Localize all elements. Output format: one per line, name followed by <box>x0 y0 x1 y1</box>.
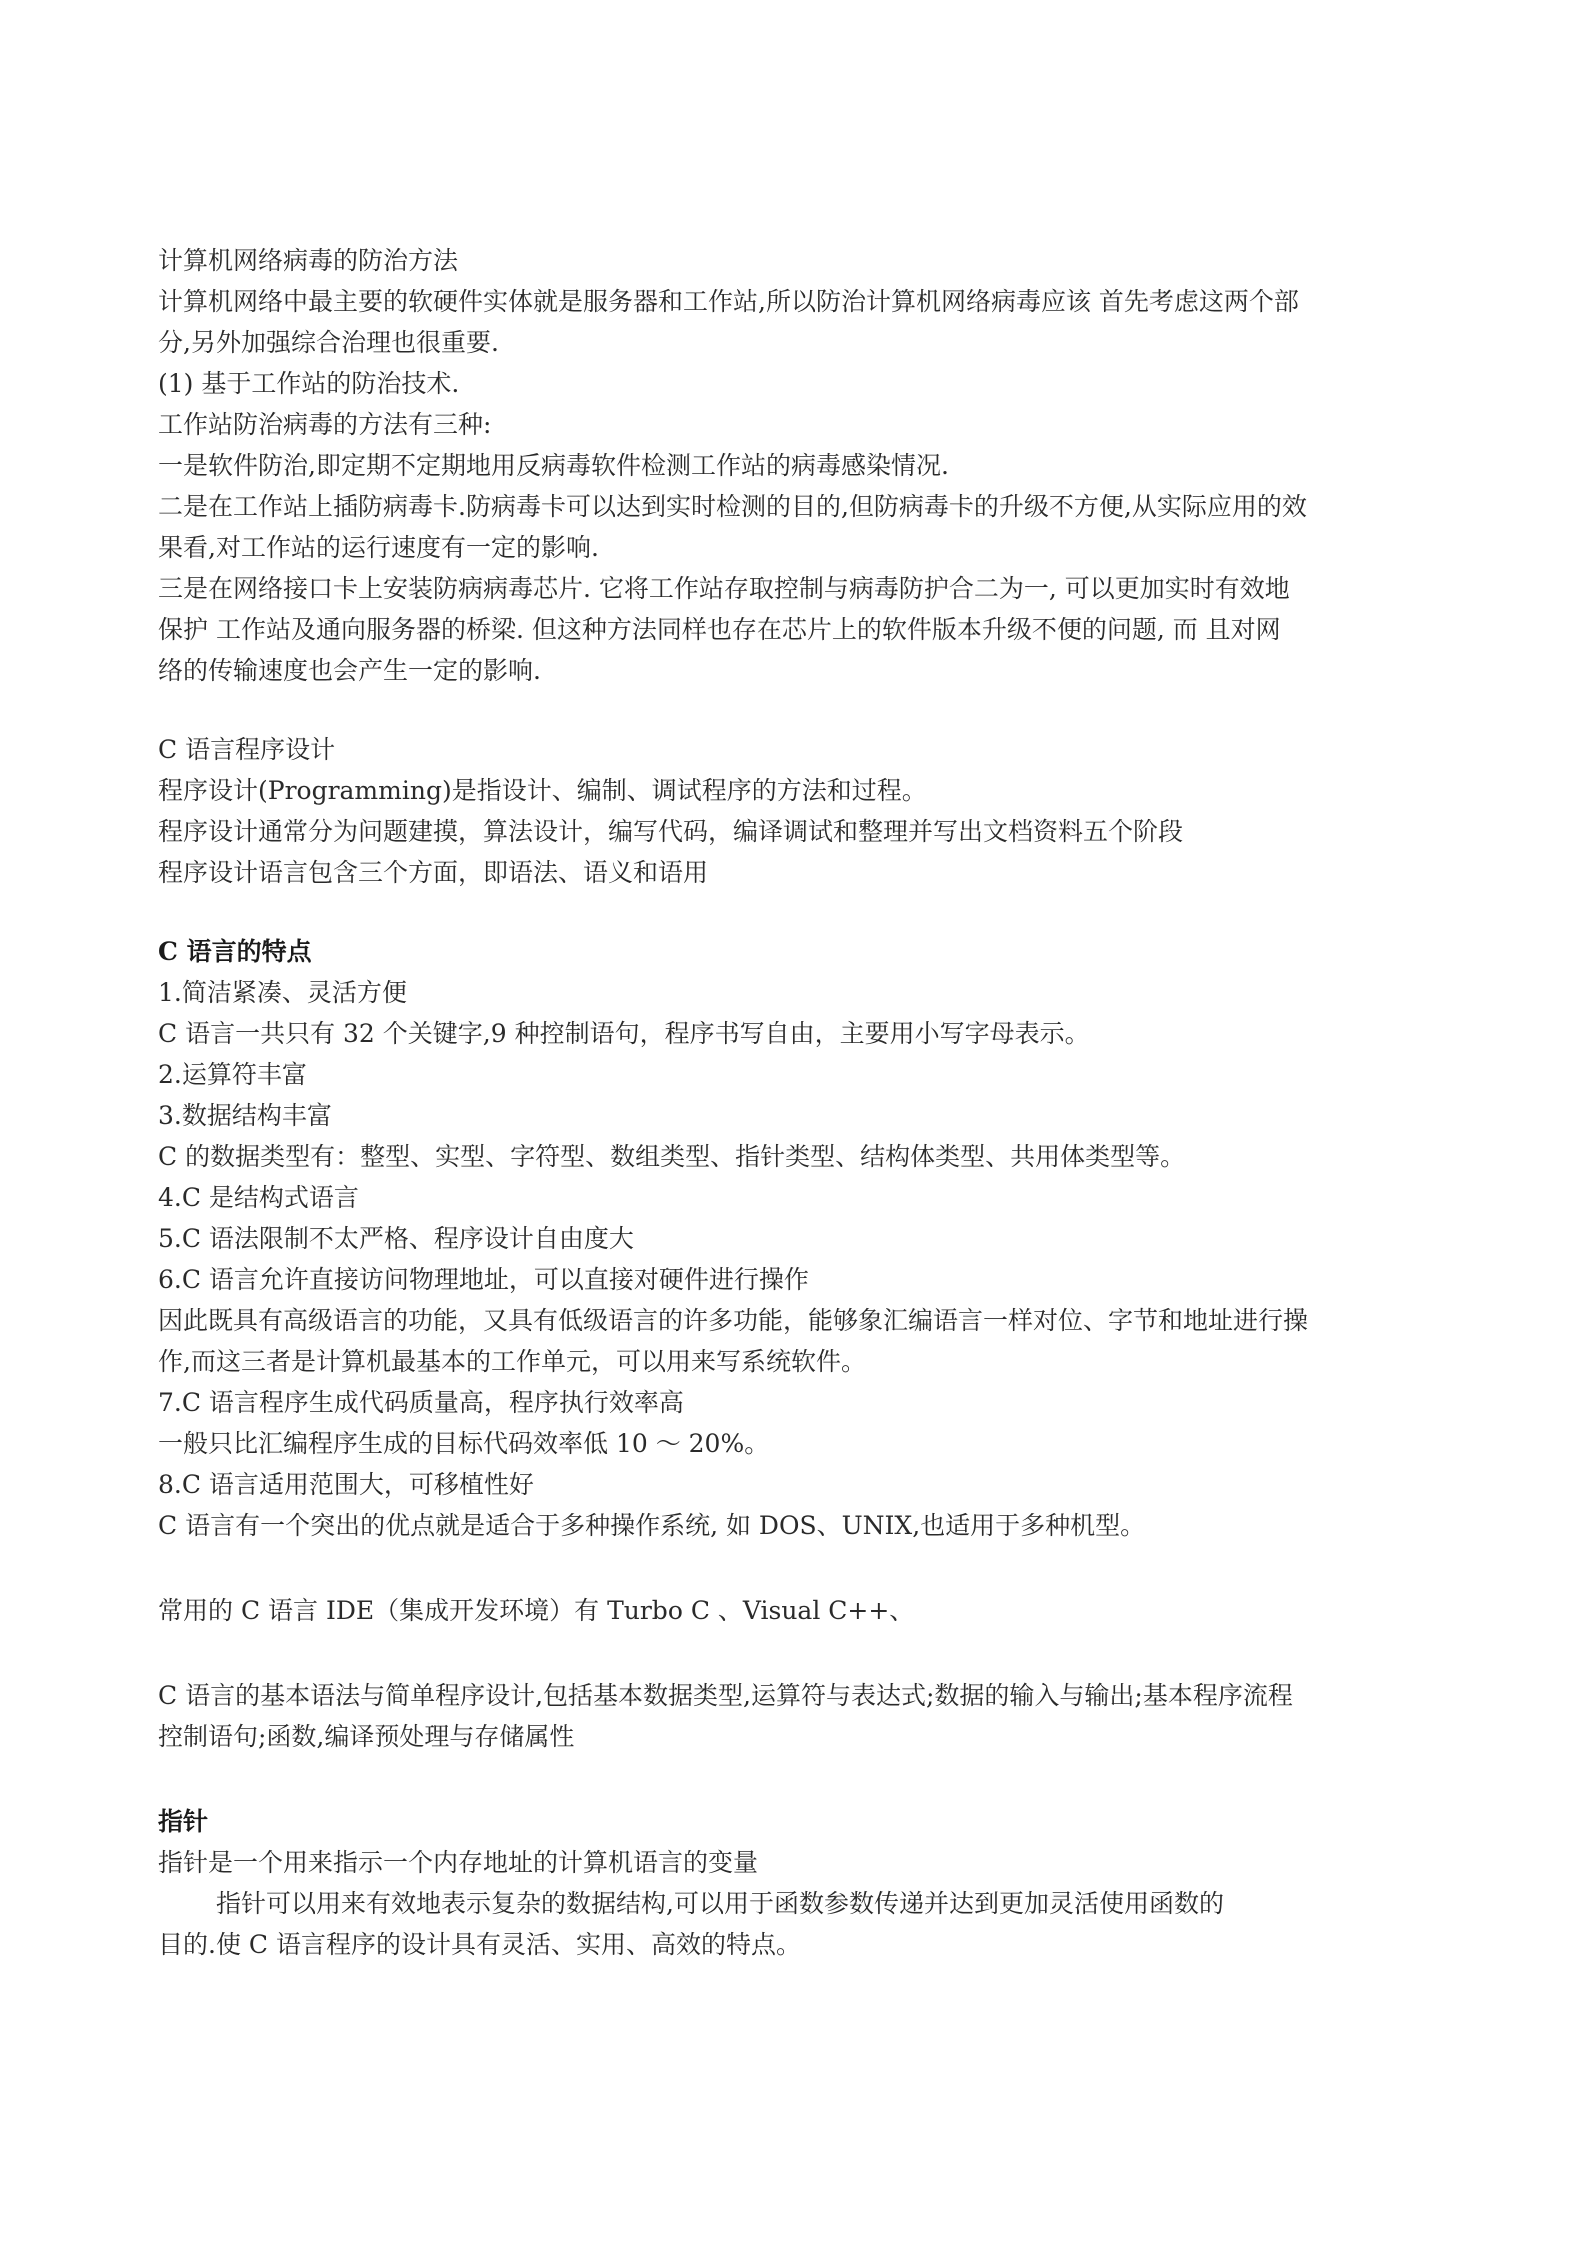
programming-line-2: 程序设计通常分为问题建摸，算法设计，编写代码，编译调试和整理并写出文档资料五个阶段 <box>158 817 1184 846</box>
virus-intro-line-1: 计算机网络中最主要的软硬件实体就是服务器和工作站,所以防治计算机网络病毒应该 首先考虑这两个部 <box>158 287 1299 316</box>
section-spacer <box>158 1631 1436 1675</box>
virus-method-3-line-2: 保护 工作站及通向服务器的桥梁. 但这种方法同样也存在芯片上的软件版本升级不便的问题, 而 且对网 <box>158 615 1281 644</box>
section-spacer <box>158 1546 1436 1590</box>
programming-section-title: C 语言程序设计 <box>158 735 336 764</box>
virus-intro-line-2: 分,另外加强综合治理也很重要. <box>158 328 499 357</box>
section-spacer <box>158 691 1436 729</box>
virus-method-3-line-1: 三是在网络接口卡上安装防病病毒芯片. 它将工作站存取控制与病毒防护合二为一, 可以更加实时有效地 <box>158 574 1290 603</box>
syntax-line-2: 控制语句;函数,编译预处理与存储属性 <box>158 1722 575 1751</box>
syntax-line-1: C 语言的基本语法与简单程序设计,包括基本数据类型,运算符与表达式;数据的输入与输出;基本程序流程 <box>158 1681 1293 1710</box>
document-page <box>158 240 1436 1965</box>
programming-line-3: 程序设计语言包含三个方面，即语法、语义和语用 <box>158 858 709 887</box>
virus-section-title: 计算机网络病毒的防治方法 <box>158 246 459 275</box>
virus-method-2-line-2: 果看,对工作站的运行速度有一定的影响. <box>158 533 599 562</box>
features-section-title: C 语言的特点 <box>158 937 312 966</box>
pointer-definition: 指针是一个用来指示一个内存地址的计算机语言的变量 <box>158 1848 759 1877</box>
features-line-3: 2.运算符丰富 <box>158 1060 307 1089</box>
features-line-12: 一般只比汇编程序生成的目标代码效率低 10 ～ 20%。 <box>158 1429 770 1458</box>
features-line-13: 8.C 语言适用范围大，可移植性好 <box>158 1470 534 1499</box>
section-spacer <box>158 893 1436 931</box>
virus-method-2-line-1: 二是在工作站上插防病毒卡.防病毒卡可以达到实时检测的目的,但防病毒卡的升级不方便,从实际应用的效 <box>158 492 1307 521</box>
features-line-6: 4.C 是结构式语言 <box>158 1183 359 1212</box>
features-line-8: 6.C 语言允许直接访问物理地址，可以直接对硬件进行操作 <box>158 1265 809 1294</box>
pointer-body-line-1: 指针可以用来有效地表示复杂的数据结构,可以用于函数参数传递并达到更加灵活使用函数的 <box>216 1889 1224 1918</box>
features-line-2: C 语言一共只有 32 个关键字,9 种控制语句，程序书写自由，主要用小写字母表示。 <box>158 1019 1090 1048</box>
pointer-section-title: 指针 <box>158 1807 209 1836</box>
virus-method-1: 一是软件防治,即定期不定期地用反病毒软件检测工作站的病毒感染情况. <box>158 451 949 480</box>
features-line-11: 7.C 语言程序生成代码质量高，程序执行效率高 <box>158 1388 684 1417</box>
virus-method-3-line-3: 络的传输速度也会产生一定的影响. <box>158 656 541 685</box>
ide-line: 常用的 C 语言 IDE（集成开发环境）有 Turbo C 、Visual C++、 <box>158 1596 915 1625</box>
features-line-14: C 语言有一个突出的优点就是适合于多种操作系统, 如 DOS、UNIX,也适用于多种机型。 <box>158 1511 1146 1540</box>
features-line-5: C 的数据类型有：整型、实型、字符型、数组类型、指针类型、结构体类型、共用体类型等。 <box>158 1142 1186 1171</box>
virus-subheading: (1) 基于工作站的防治技术. <box>158 369 460 398</box>
features-line-10: 作,而这三者是计算机最基本的工作单元，可以用来写系统软件。 <box>158 1347 866 1376</box>
features-line-4: 3.数据结构丰富 <box>158 1101 332 1130</box>
virus-methods-intro: 工作站防治病毒的方法有三种: <box>158 410 492 439</box>
features-line-7: 5.C 语法限制不太严格、程序设计自由度大 <box>158 1224 634 1253</box>
features-line-1: 1.简洁紧凑、灵活方便 <box>158 978 407 1007</box>
programming-line-1: 程序设计(Programming)是指设计、编制、调试程序的方法和过程。 <box>158 776 927 805</box>
features-line-9: 因此既具有高级语言的功能，又具有低级语言的许多功能，能够象汇编语言一样对位、字节和地址进行操 <box>158 1306 1309 1335</box>
pointer-body-line-2: 目的.使 C 语言程序的设计具有灵活、实用、高效的特点。 <box>158 1930 801 1959</box>
section-spacer <box>158 1757 1436 1801</box>
